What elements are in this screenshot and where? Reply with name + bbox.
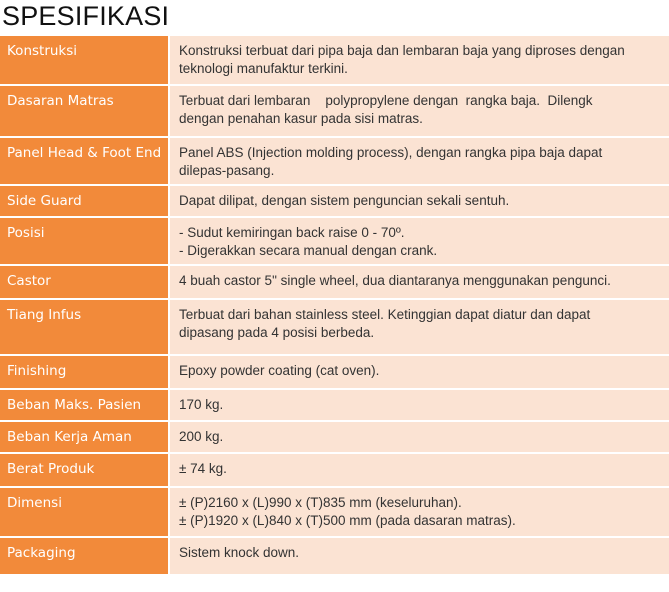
spec-row-panel-head-foot-end xyxy=(0,138,669,186)
spec-label: Side Guard xyxy=(0,186,170,216)
page-title: SPESIFIKASI xyxy=(2,1,170,31)
spec-value xyxy=(170,266,669,298)
spec-label: Beban Kerja Aman xyxy=(0,422,170,452)
spec-row-beban-maks-pasien xyxy=(0,390,669,422)
spec-value-line: ± (P)2160 x (L)990 x (T)835 mm (keseluruhan). xyxy=(179,495,462,510)
spec-value-line: Panel ABS (Injection molding process), dengan rangka pipa baja dapat xyxy=(179,145,603,160)
spec-label: Dasaran Matras xyxy=(0,86,170,136)
spec-row-packaging xyxy=(0,538,669,576)
spec-value xyxy=(170,138,669,184)
spec-value-line: ± 74 kg. xyxy=(179,461,227,476)
spec-label: Beban Maks. Pasien xyxy=(0,390,170,420)
spec-label: Tiang Infus xyxy=(0,300,170,354)
spec-table xyxy=(0,36,669,576)
spec-value-line: dengan penahan kasur pada sisi matras. xyxy=(179,111,423,126)
spec-value-line: 4 buah castor 5" single wheel, dua diantaranya menggunakan pengunci. xyxy=(179,273,611,288)
spec-value-line: Terbuat dari lembaran polypropylene dengan rangka baja. Dilengk xyxy=(179,93,593,108)
spec-value xyxy=(170,538,669,574)
spec-row-finishing xyxy=(0,356,669,390)
spec-value-line: 170 kg. xyxy=(179,397,224,412)
spec-value xyxy=(170,454,669,486)
spec-row-berat-produk xyxy=(0,454,669,488)
spec-row-castor xyxy=(0,266,669,300)
spec-value xyxy=(170,186,669,216)
spec-label: Berat Produk xyxy=(0,454,170,486)
spec-value-line: Sistem knock down. xyxy=(179,545,300,560)
spec-label: Panel Head & Foot End xyxy=(0,138,170,184)
spec-value-line: Konstruksi terbuat dari pipa baja dan lembaran baja yang diproses dengan xyxy=(179,43,625,58)
spec-value-line: teknologi manufaktur terkini. xyxy=(179,61,348,76)
spec-value-line: dipasang pada 4 posisi berbeda. xyxy=(179,325,375,340)
spec-value-line: ± (P)1920 x (L)840 x (T)500 mm (pada dasaran matras). xyxy=(179,513,516,528)
spec-value-line: dilepas-pasang. xyxy=(179,163,275,178)
spec-value-line: - Sudut kemiringan back raise 0 - 70º. xyxy=(179,225,405,240)
spec-value xyxy=(170,300,669,354)
spec-value xyxy=(170,356,669,388)
spec-row-dimensi xyxy=(0,488,669,538)
spec-row-beban-kerja-aman xyxy=(0,422,669,454)
spec-value xyxy=(170,36,669,84)
spec-value xyxy=(170,390,669,420)
spec-value-line: - Digerakkan secara manual dengan crank. xyxy=(179,243,438,258)
spec-value-line: Dapat dilipat, dengan sistem penguncian sekali sentuh. xyxy=(179,193,510,208)
spec-label: Finishing xyxy=(0,356,170,388)
spec-row-dasaran-matras xyxy=(0,86,669,138)
spec-label: Packaging xyxy=(0,538,170,574)
spec-value-line: 200 kg. xyxy=(179,429,224,444)
spec-row-side-guard xyxy=(0,186,669,218)
spec-value-line: Terbuat dari bahan stainless steel. Ketinggian dapat diatur dan dapat xyxy=(179,307,591,322)
spec-row-tiang-infus xyxy=(0,300,669,356)
spec-label: Posisi xyxy=(0,218,170,264)
spec-row-konstruksi xyxy=(0,36,669,86)
spec-value xyxy=(170,218,669,264)
spec-value xyxy=(170,488,669,536)
spec-value xyxy=(170,86,669,136)
spec-label: Dimensi xyxy=(0,488,170,536)
spec-value xyxy=(170,422,669,452)
spec-value-line: Epoxy powder coating (cat oven). xyxy=(179,363,380,378)
spec-row-posisi xyxy=(0,218,669,266)
spec-label: Konstruksi xyxy=(0,36,170,84)
spec-label: Castor xyxy=(0,266,170,298)
